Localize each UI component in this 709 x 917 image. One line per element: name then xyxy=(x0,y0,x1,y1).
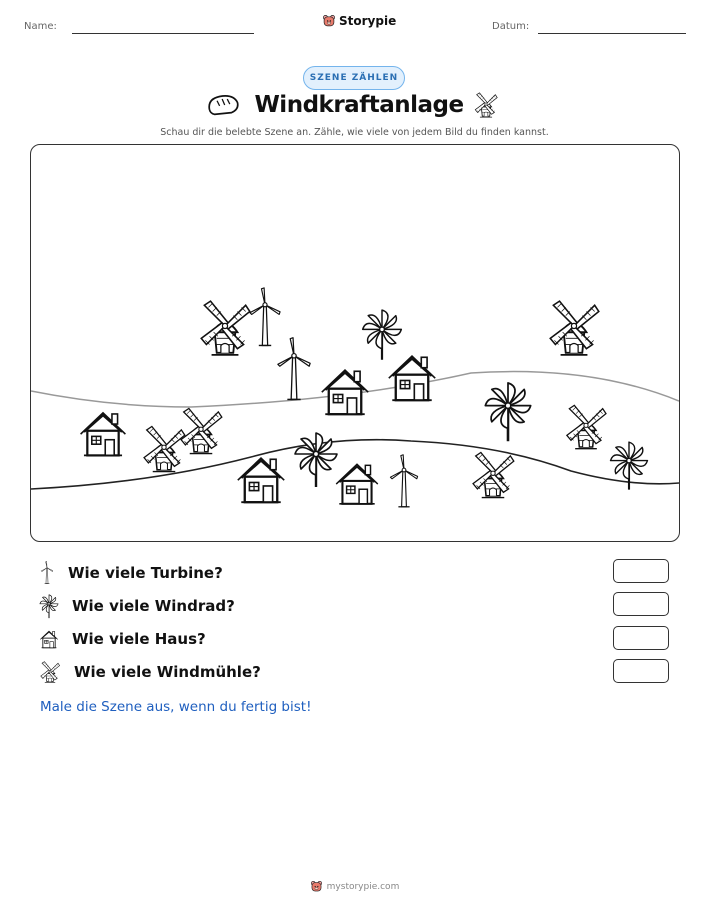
pinwheel xyxy=(295,433,337,487)
house xyxy=(336,464,378,504)
windmill xyxy=(144,426,185,471)
windmill xyxy=(567,405,606,448)
house-icon xyxy=(38,628,60,650)
windmill xyxy=(201,301,250,355)
question-text: Wie viele Haus? xyxy=(72,630,206,648)
footer xyxy=(0,880,709,893)
question-windmill xyxy=(38,659,261,685)
windmill xyxy=(473,452,514,497)
answer-box-windmill[interactable] xyxy=(613,659,669,683)
windmill-title-icon xyxy=(472,90,500,120)
question-text: Wie viele Windrad? xyxy=(72,597,235,615)
answer-box-pinwheel[interactable] xyxy=(613,592,669,616)
footer-url[interactable]: mystorypie.com xyxy=(326,881,400,892)
page-title: Windkraftanlage xyxy=(254,92,464,118)
name-label: Name: xyxy=(24,21,57,32)
date-label: Datum: xyxy=(492,21,530,32)
turbine-icon xyxy=(38,561,56,585)
pinwheel xyxy=(363,310,402,360)
turbine xyxy=(278,338,310,400)
windmill xyxy=(550,301,599,355)
date-field[interactable] xyxy=(538,33,686,34)
answer-box-turbine[interactable] xyxy=(613,559,669,583)
question-pinwheel xyxy=(38,593,235,619)
counting-scene xyxy=(30,144,680,542)
pinwheel-icon xyxy=(38,593,60,619)
house xyxy=(238,458,284,502)
turbine xyxy=(390,455,417,507)
scene-illustration xyxy=(31,145,679,541)
name-field[interactable] xyxy=(72,33,254,34)
category-badge: SZENE ZÄHLEN xyxy=(303,66,405,90)
brand-logo xyxy=(322,14,396,28)
question-text: Wie viele Turbine? xyxy=(68,564,223,582)
pinwheel xyxy=(485,383,530,441)
answer-box-house[interactable] xyxy=(613,626,669,650)
house xyxy=(81,413,126,456)
bread-icon xyxy=(206,92,240,118)
house xyxy=(389,356,435,400)
bear-logo-icon xyxy=(310,880,323,893)
windmill xyxy=(181,408,222,453)
coloring-note: Male die Szene aus, wenn du fertig bist! xyxy=(40,699,312,715)
question-turbine xyxy=(38,560,223,586)
bear-logo-icon xyxy=(322,14,336,28)
brand-name: Storypie xyxy=(339,14,397,28)
house xyxy=(322,370,368,414)
question-text: Wie viele Windmühle? xyxy=(74,663,261,681)
instructions: Schau dir die belebte Szene an. Zähle, wie viele von jedem Bild du finden kannst. xyxy=(160,127,549,138)
turbine xyxy=(250,288,280,346)
windmill-icon xyxy=(38,659,62,685)
question-house xyxy=(38,626,206,652)
